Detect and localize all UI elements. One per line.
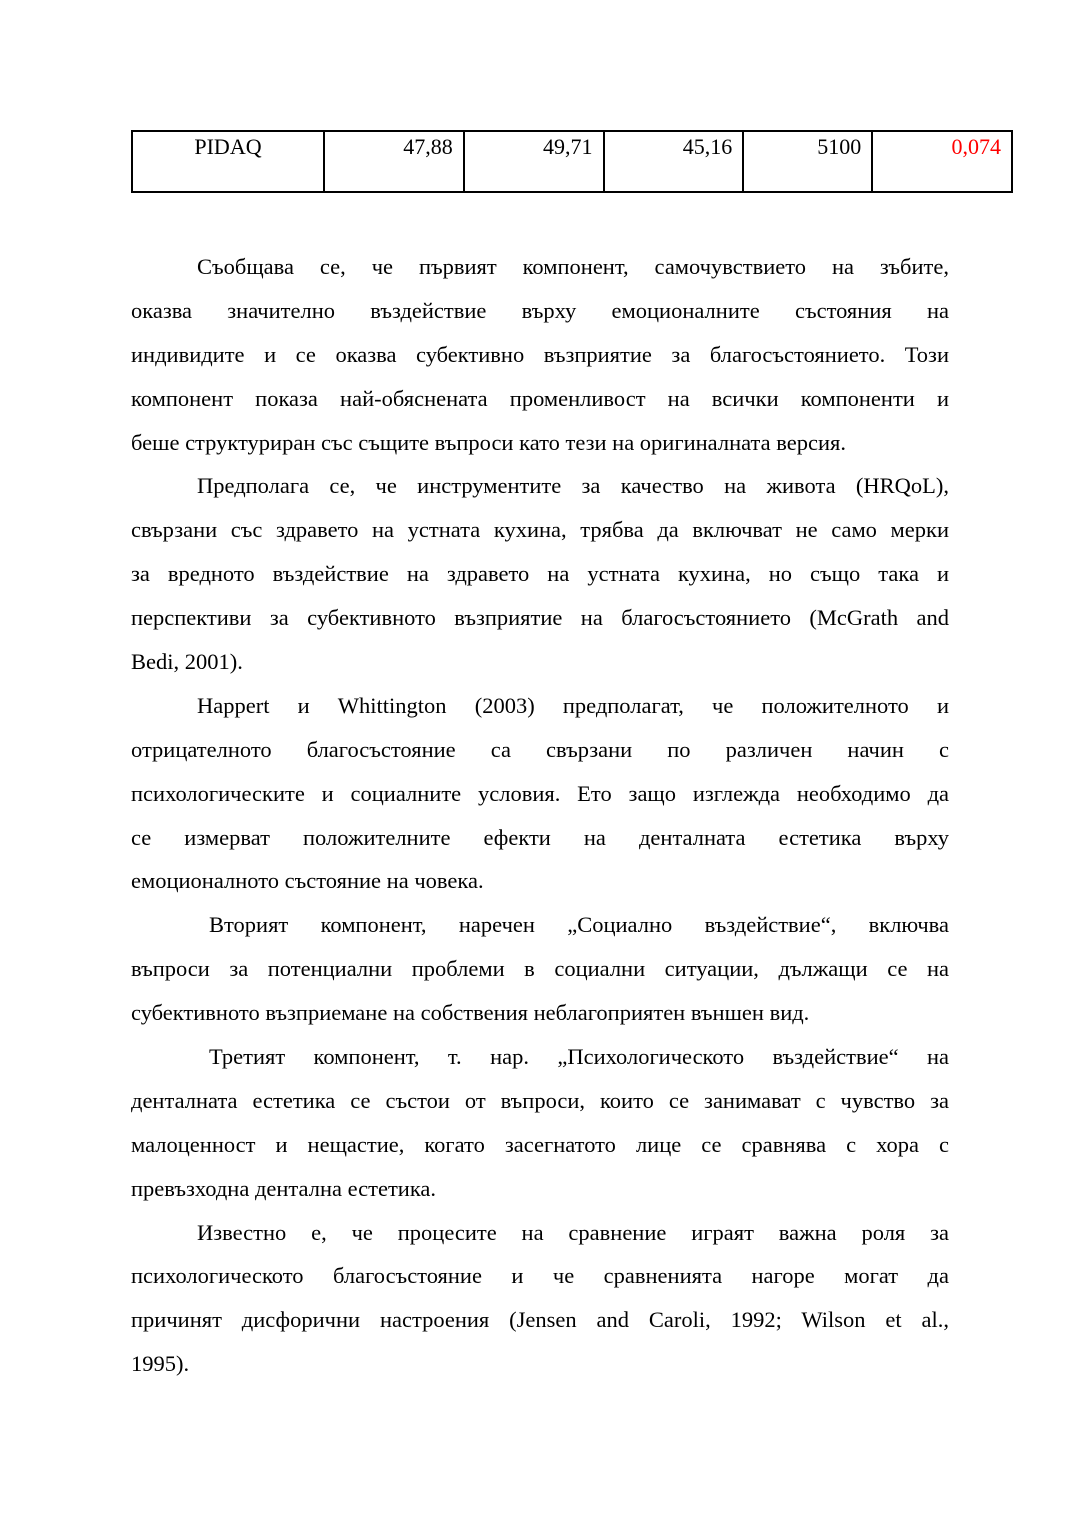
text-line: психологическото благосъстояние и че сравненията нагоре могат да [131,1263,949,1289]
paragraph [131,903,949,1035]
text-line: Предполага се, че инструментите за качество на живота (HRQoL), [197,473,949,499]
text-line: оказва значително въздействие върху емоционалните състояния на [131,297,949,323]
text-line: беше структуриран със същите въпроси като тези на оригиналната версия. [131,429,846,455]
table-cell: 49,71 [464,131,604,192]
paragraph [131,1211,949,1387]
text-line: Съобщава се, че първият компонент, самочувствието на зъбите, [197,254,949,279]
text-line: въпроси за потенциални проблеми в социални ситуации, дължащи се на [131,956,949,982]
body-text [131,245,949,1386]
text-line: Bedi, 2001). [131,649,243,675]
text-line: емоционалното състояние на човека. [131,868,484,894]
text-line: денталната естетика се състои от въпроси, които се занимават с чувство за [131,1087,949,1113]
text-line: за вредното въздействие на здравето на устната кухина, но също така и [131,561,949,587]
paragraph [131,1035,949,1211]
text-line: малоценност и нещастие, когато засегнатото лице се сравнява с хора с [131,1131,949,1157]
table-cell-label: PIDAQ [132,131,324,192]
paragraph [131,464,949,683]
text-line: Happert и Whittington (2003) предполагат, че положителното и [197,692,949,718]
text-line: психологическите и социалните условия. Ето защо изглежда необходимо да [131,780,949,806]
results-table [131,130,1013,193]
text-line: субективното възприемане на собствения неблагоприятен външен вид. [131,1000,810,1026]
text-line: се измерват положителните ефекти на денталната естетика върху [131,824,949,850]
text-line: индивидите и се оказва субективно възприятие за благосъстоянието. Този [131,341,949,367]
table-cell: 5100 [743,131,872,192]
table-cell: 47,88 [324,131,464,192]
table-cell: 45,16 [604,131,744,192]
paragraph [131,684,949,903]
text-line: перспективи за субективното възприятие на благосъстоянието (McGrath and [131,605,949,631]
table-cell-p-value: 0,074 [872,131,1012,192]
text-line: причинят дисфорични настроения (Jensen and Caroli, 1992; Wilson et al., [131,1307,949,1333]
text-line: компонент показа най-обяснената променливост на всички компоненти и [131,385,949,411]
table-row [132,131,1012,192]
text-line: Известно е, че процесите на сравнение играят важна роля за [197,1219,949,1245]
text-line: 1995). [131,1351,190,1377]
text-line: отрицателното благосъстояние са свързани по различен начин с [131,736,949,762]
paragraph [131,245,949,464]
text-line: Вторият компонент, наречен „Социално въздействие“, включва [209,912,949,938]
text-line: превъзходна дентална естетика. [131,1175,437,1201]
text-line: свързани със здравето на устната кухина, трябва да включват не само мерки [131,517,949,543]
text-line: Третият компонент, т. нар. „Психологическото въздействие“ на [209,1044,949,1070]
